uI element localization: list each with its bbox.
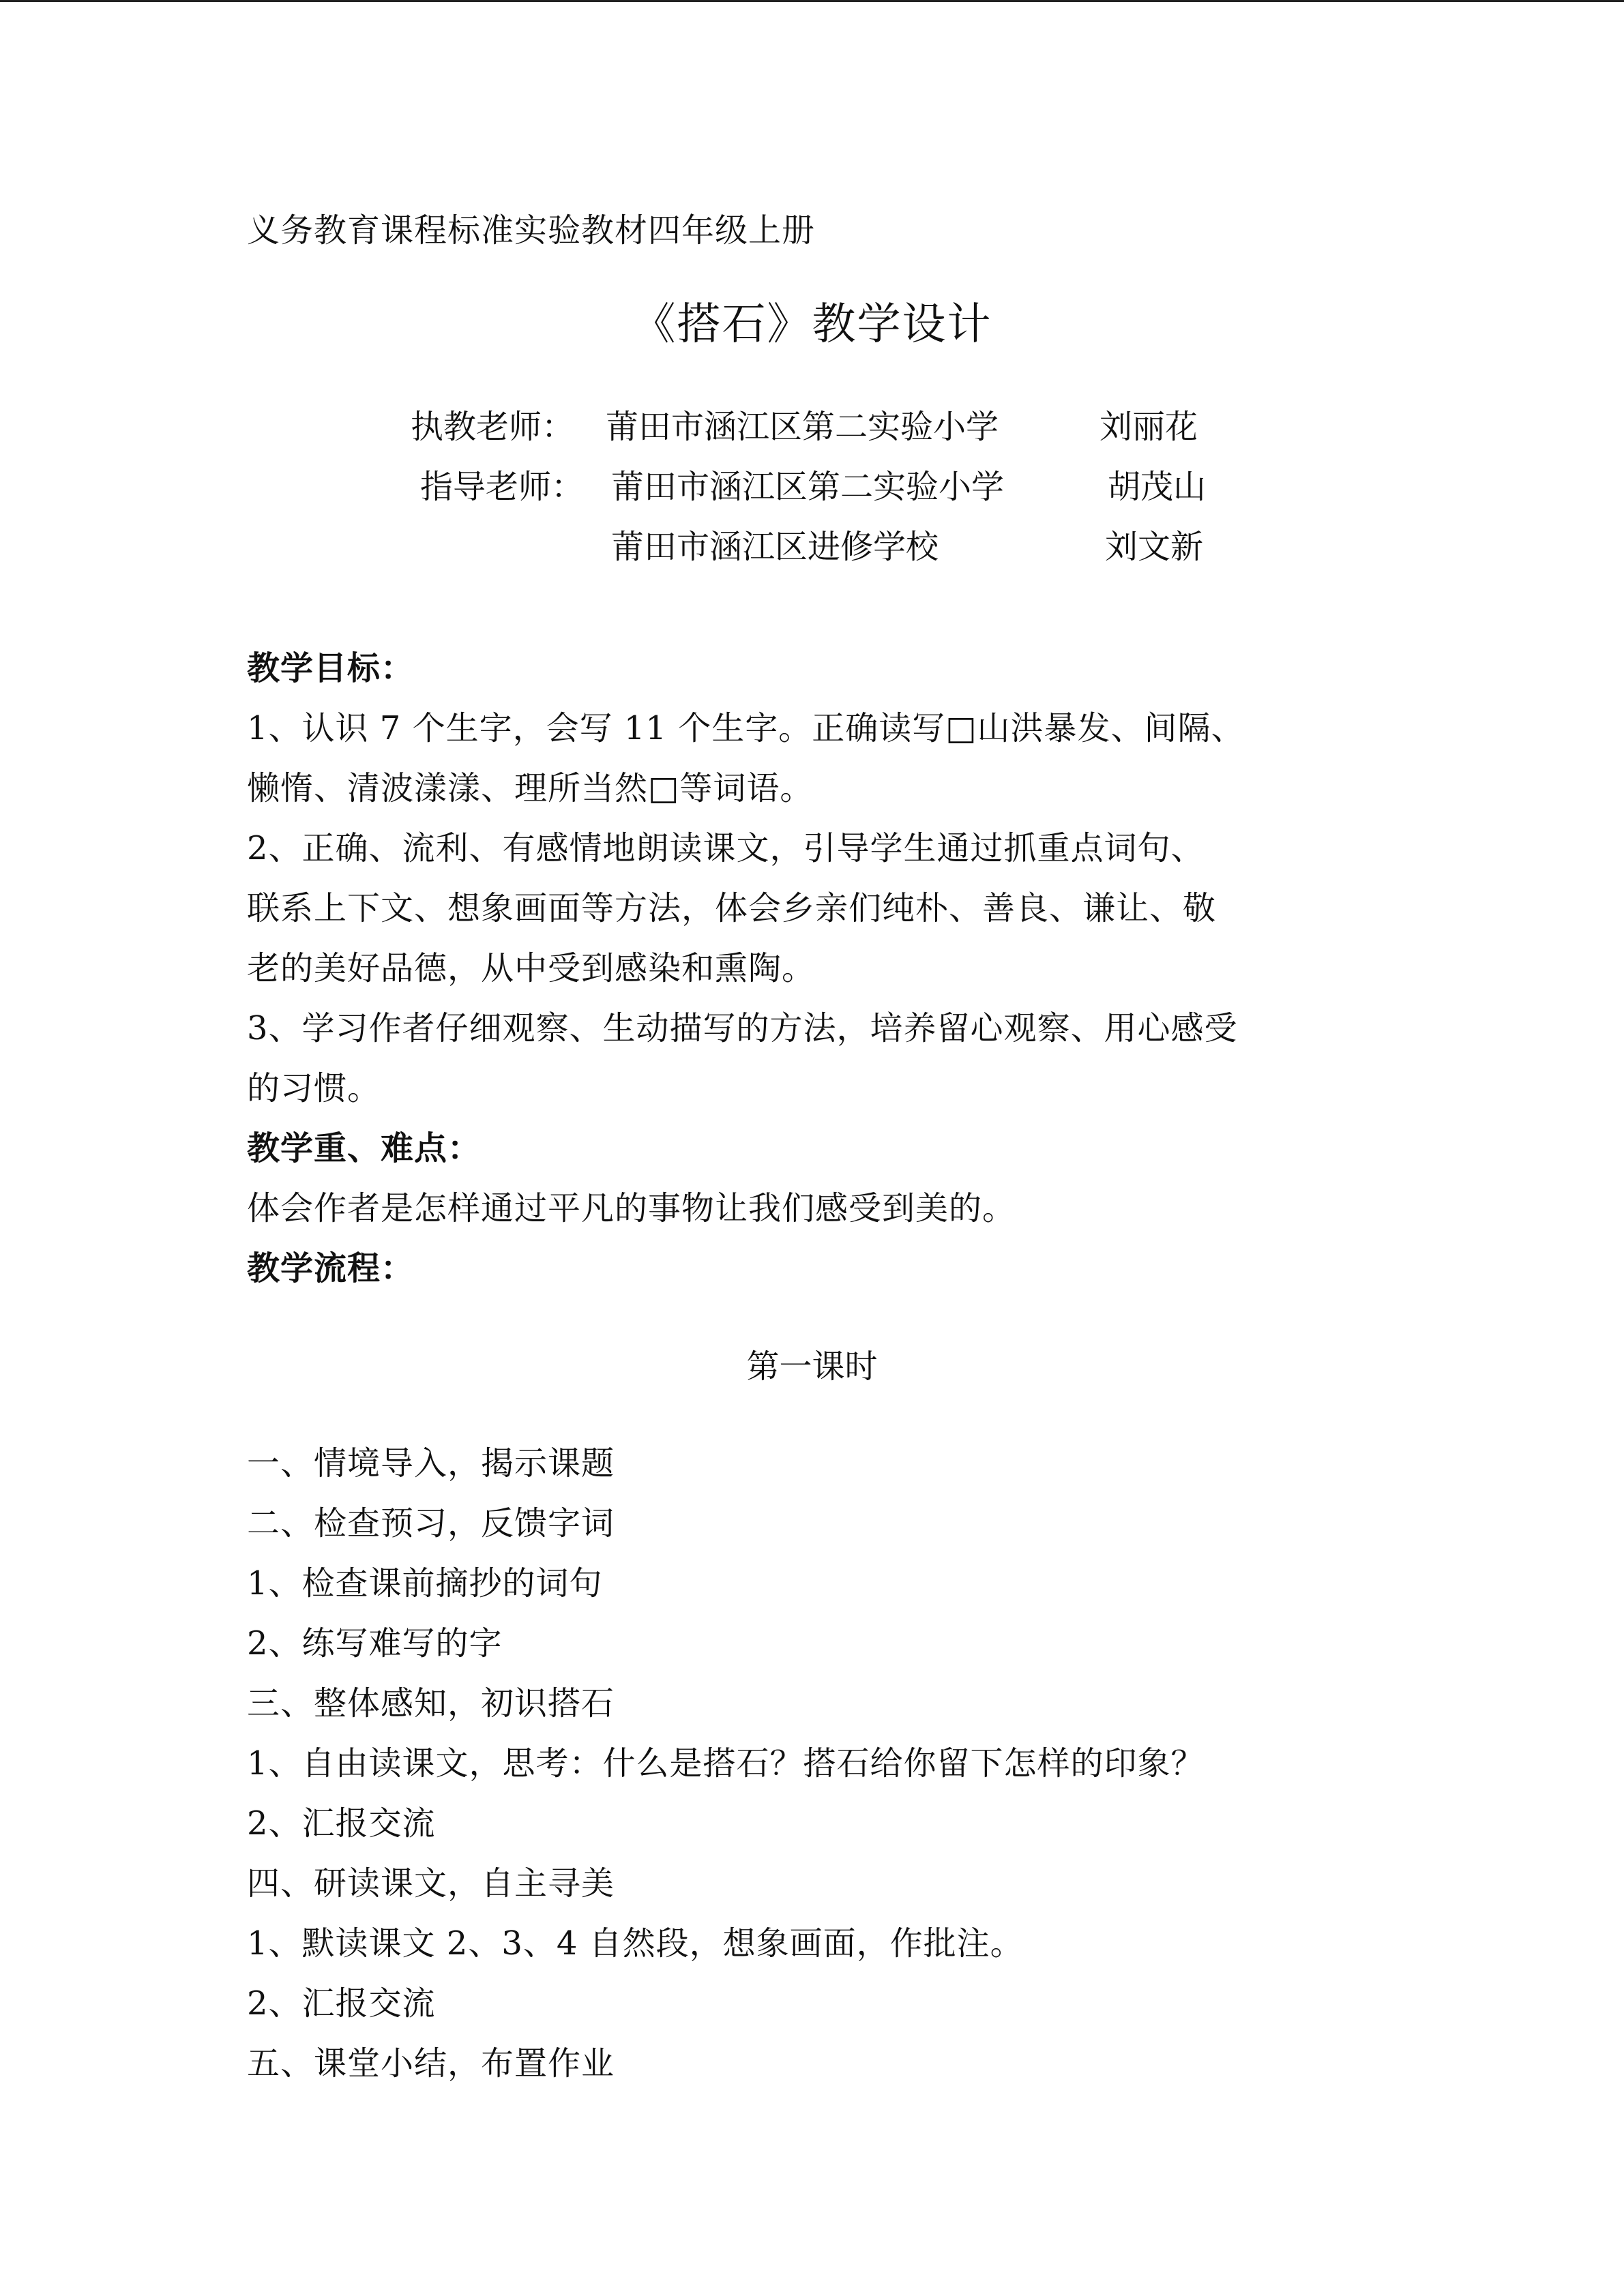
process-step: 三、整体感知，初识搭石	[247, 1684, 615, 1723]
teacher-label-1: 执教老师：	[411, 408, 575, 446]
process-step: 四、研读课文，自主寻美	[247, 1864, 615, 1903]
objective-line: 的习惯。	[247, 1069, 381, 1107]
objective-line: 3、学习作者仔细观察、生动描写的方法，培养留心观察、用心感受	[247, 1009, 1238, 1047]
teacher-school-2: 莆田市涵江区第二实验小学	[611, 468, 1005, 506]
objective-line: 老的美好品德，从中受到感染和熏陶。	[247, 949, 816, 987]
process-step: 五、课堂小结，布置作业	[247, 2044, 615, 2083]
objective-line: 2、正确、流利、有感情地朗读课文，引导学生通过抓重点词句、	[247, 829, 1205, 867]
key-points-text: 体会作者是怎样通过平凡的事物让我们感受到美的。	[247, 1189, 1016, 1227]
objectives-heading: 教学目标：	[247, 649, 415, 687]
objective-line: 懒惰、清波漾漾、理所当然□等词语。	[247, 769, 814, 807]
process-step: 二、检查预习，反馈字词	[247, 1504, 615, 1542]
process-step: 1、默读课文 2、3、4 自然段，想象画面，作批注。	[247, 1924, 1024, 1963]
process-step: 1、自由读课文，思考：什么是搭石？搭石给你留下怎样的印象？	[247, 1744, 1205, 1783]
objective-line: 联系上下文、想象画面等方法，体会乡亲们纯朴、善良、谦让、敬	[247, 889, 1217, 927]
objective-line: 1、认识 7 个生字，会写 11 个生字。正确读写□山洪暴发、间隔、	[247, 709, 1245, 747]
teacher-school-1: 莆田市涵江区第二实验小学	[606, 408, 999, 446]
teacher-school-3: 莆田市涵江区进修学校	[611, 528, 939, 566]
process-step: 2、汇报交流	[247, 1984, 436, 2023]
process-step: 一、情境导入，揭示课题	[247, 1444, 615, 1482]
process-step: 2、练写难写的字	[247, 1624, 503, 1663]
teacher-label-2: 指导老师：	[420, 468, 585, 506]
series-line: 义务教育课程标准实验教材四年级上册	[247, 211, 816, 250]
teacher-name-2: 胡茂山	[1108, 468, 1207, 506]
key-points-heading: 教学重、难点：	[247, 1129, 482, 1167]
teacher-name-3: 刘文新	[1105, 528, 1204, 566]
teacher-name-1: 刘丽花	[1099, 408, 1198, 446]
lesson-title: 第一课时	[746, 1347, 878, 1386]
process-step: 1、检查课前摘抄的词句	[247, 1564, 603, 1602]
process-heading: 教学流程：	[247, 1249, 415, 1287]
document-title: 《搭石》教学设计	[632, 299, 992, 350]
process-step: 2、汇报交流	[247, 1804, 436, 1843]
